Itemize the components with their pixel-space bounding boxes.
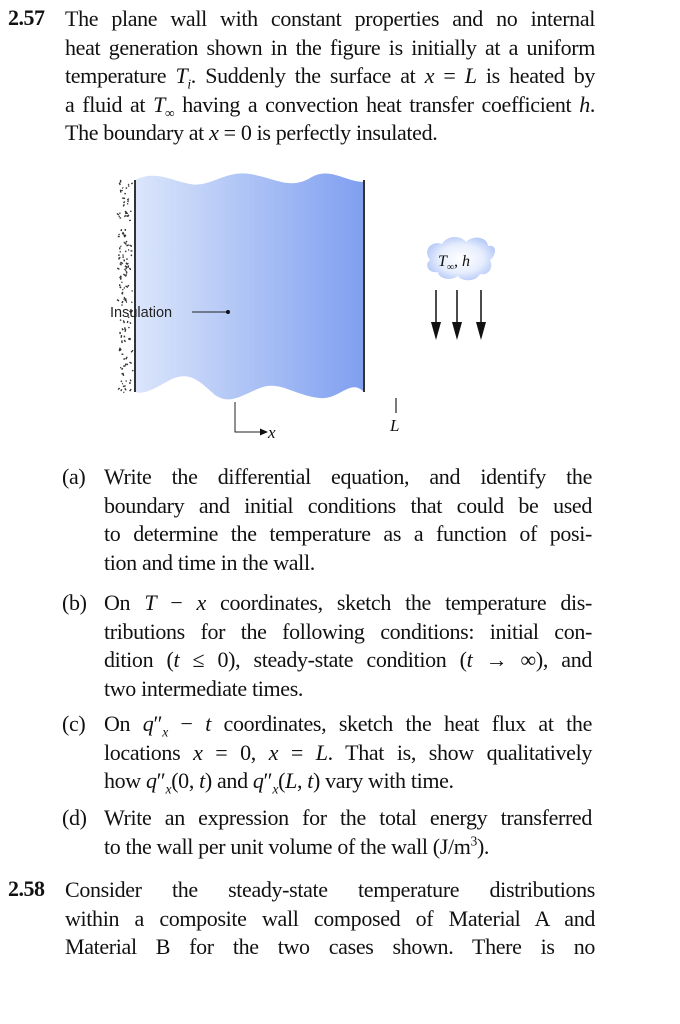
part-label: (a) (62, 464, 86, 489)
insulation-speckle (117, 299, 120, 302)
insulation-speckle (121, 282, 122, 283)
insulation-speckle (125, 250, 127, 252)
insulation-speckle (130, 379, 132, 381)
insulation-speckle (123, 287, 125, 289)
insulation-layer (117, 180, 134, 393)
insulation-speckle (124, 215, 126, 217)
insulation-speckle (122, 289, 124, 291)
x-axis-line (235, 402, 260, 432)
insulation-speckle (121, 354, 123, 355)
statement-line: heat generation shown in the figure is initially at a uniform (65, 34, 595, 60)
insulation-speckle (126, 258, 128, 260)
insulation-speckle (125, 363, 127, 365)
insulation-speckle (117, 213, 120, 216)
insulation-speckle (128, 327, 130, 329)
insulation-speckle (119, 332, 121, 334)
insulation-speckle (125, 380, 127, 382)
part-line: Write an expression for the total energy transferred (104, 805, 592, 830)
insulation-speckle (131, 250, 133, 251)
insulation-speckle (132, 370, 134, 372)
part-line: On $q''_x - t$ coordinates, sketch the heat flux at the (104, 711, 592, 740)
insulation-speckle (129, 322, 131, 324)
heat-arrow-down-icon (431, 290, 441, 340)
statement-line: Consider the steady-state temperature distributions (65, 877, 595, 902)
insulation-speckle (119, 247, 121, 249)
insulation-speckle (121, 328, 123, 331)
insulation-speckle (122, 197, 125, 199)
insulation-speckle (118, 258, 119, 260)
insulation-leader-dot (226, 310, 230, 314)
wall-body (135, 173, 364, 399)
insulation-speckle (123, 385, 126, 387)
insulation-speckle (127, 198, 129, 200)
insulation-speckle (128, 184, 130, 186)
insulation-speckle (120, 180, 121, 183)
part-label: (b) (62, 590, 87, 615)
insulation-speckle (126, 271, 128, 273)
insulation-speckle (119, 182, 121, 185)
part-line: two intermediate times. (104, 675, 304, 701)
part-line: to determine the temperature as a function of posi- (104, 521, 592, 546)
part-line: how $q''_x(0$, t) and $q''_x(L$, t) vary with time. (104, 768, 454, 797)
insulation-speckle (123, 365, 125, 367)
insulation-speckle (119, 284, 120, 286)
insulation-speckle (128, 249, 129, 250)
part-line: locations x = 0, x = L. That is, show qualitatively (104, 739, 593, 765)
insulation-speckle (121, 335, 123, 338)
insulation-speckle (118, 234, 120, 236)
x-axis-label: x (268, 423, 276, 442)
statement-line: The boundary at x = 0 is perfectly insulated. (65, 120, 438, 145)
insulation-speckle (121, 301, 123, 304)
insulation-speckle (117, 268, 120, 270)
insulation-speckle (125, 187, 127, 189)
insulation-speckle (121, 368, 123, 370)
heat-arrow-down-icon (452, 290, 462, 340)
insulation-speckle (123, 358, 125, 360)
part-label: (d) (62, 805, 87, 830)
problem-number: 2.57 (8, 5, 45, 30)
insulation-speckle (125, 267, 127, 269)
insulation-speckle (118, 388, 121, 391)
insulation-speckle (120, 217, 122, 218)
insulation-speckle (119, 212, 121, 214)
insulation-speckle (120, 190, 122, 193)
insulation-speckle (131, 301, 133, 303)
part-line: dition (t ≤ 0), steady-state condition (t → ∞), and (104, 647, 592, 672)
insulation-speckle (124, 340, 127, 343)
insulation-speckle (122, 373, 124, 376)
x-axis-arrowhead (260, 429, 268, 436)
fluid-temperature-subscript: ∞ (446, 262, 455, 273)
insulation-speckle (122, 254, 124, 256)
insulation-speckle (123, 259, 125, 261)
insulation-speckle (127, 265, 129, 268)
insulation-speckle (130, 254, 132, 256)
insulation-speckle (123, 204, 125, 207)
insulation-speckle (124, 388, 126, 391)
insulation-speckle (129, 382, 131, 383)
insulation-speckle (124, 193, 126, 194)
part-line: Write the differential equation, and identify the (104, 464, 592, 489)
insulation-speckle (121, 190, 122, 191)
statement-line: within a composite wall composed of Material A and (65, 905, 595, 931)
insulation-speckle (120, 380, 122, 382)
statement-line: temperature $T_i$. Suddenly the surface at x = L is heated by (65, 63, 596, 92)
insulation-speckle (129, 362, 132, 364)
insulation-speckle (120, 389, 122, 391)
insulation-speckle (122, 187, 124, 189)
insulation-speckle (124, 336, 126, 338)
insulation-speckle (129, 220, 131, 222)
insulation-speckle (122, 256, 124, 258)
part-line: tion and time in the wall. (104, 549, 315, 575)
fluid-temperature-label: $T_\infty$, h (438, 253, 471, 273)
insulation-speckle (129, 389, 132, 392)
insulation-speckle (127, 203, 129, 205)
insulation-speckle (125, 357, 127, 360)
insulation-speckle (125, 265, 128, 267)
insulation-speckle (119, 286, 121, 288)
insulation-speckle (125, 212, 128, 214)
insulation-speckle (125, 229, 127, 231)
part-line: to the wall per unit volume of the wall $(J/m^3)$. (104, 833, 490, 859)
insulation-speckle (120, 245, 121, 247)
statement-line: The plane wall with constant properties and no internal (65, 6, 595, 31)
insulation-label: Insulation (110, 305, 173, 321)
statement-line: a fluid at $T_\infty$ having a convection heat transfer coefficient h. (65, 91, 595, 120)
insulation-speckle (126, 244, 129, 246)
part-line: On T − x coordinates, sketch the temperature dis- (104, 590, 592, 615)
insulation-speckle (126, 363, 128, 365)
problem-number: 2.58 (8, 876, 45, 901)
statement-line: Material B for the two cases shown. There is no (65, 934, 595, 959)
insulation-speckle (129, 244, 132, 247)
insulation-speckle (121, 340, 123, 343)
plane-wall-figure (100, 170, 520, 450)
problem-statement (65, 5, 595, 148)
insulation-speckle (118, 216, 120, 218)
insulation-speckle (131, 350, 134, 353)
insulation-speckle (118, 236, 120, 238)
insulation-speckle (125, 241, 127, 243)
fluid-h-label: , h (454, 253, 471, 270)
part-line: tributions for the following conditions: initial con- (104, 618, 592, 644)
insulation-speckle (131, 290, 133, 292)
insulation-speckle (130, 211, 131, 212)
wall-end-label: L (390, 416, 400, 435)
insulation-speckle (127, 321, 129, 323)
insulation-speckle (119, 251, 121, 253)
insulation-speckle (128, 185, 130, 187)
part-label: (c) (62, 711, 86, 736)
insulation-speckle (123, 201, 125, 203)
heat-arrow-down-icon (476, 290, 486, 340)
insulation-speckle (123, 392, 124, 393)
part-line: boundary and initial conditions that could be used (104, 492, 592, 518)
insulation-speckle (126, 273, 127, 274)
insulation-speckle (120, 229, 122, 231)
insulation-speckle (122, 383, 124, 385)
insulation-speckle (127, 285, 129, 287)
insulation-speckle (118, 254, 120, 256)
problem-statement (65, 876, 595, 962)
insulation-speckle (120, 367, 122, 368)
insulation-speckle (127, 200, 129, 202)
insulation-speckle (131, 182, 133, 184)
heat-flow-arrows (431, 290, 486, 340)
